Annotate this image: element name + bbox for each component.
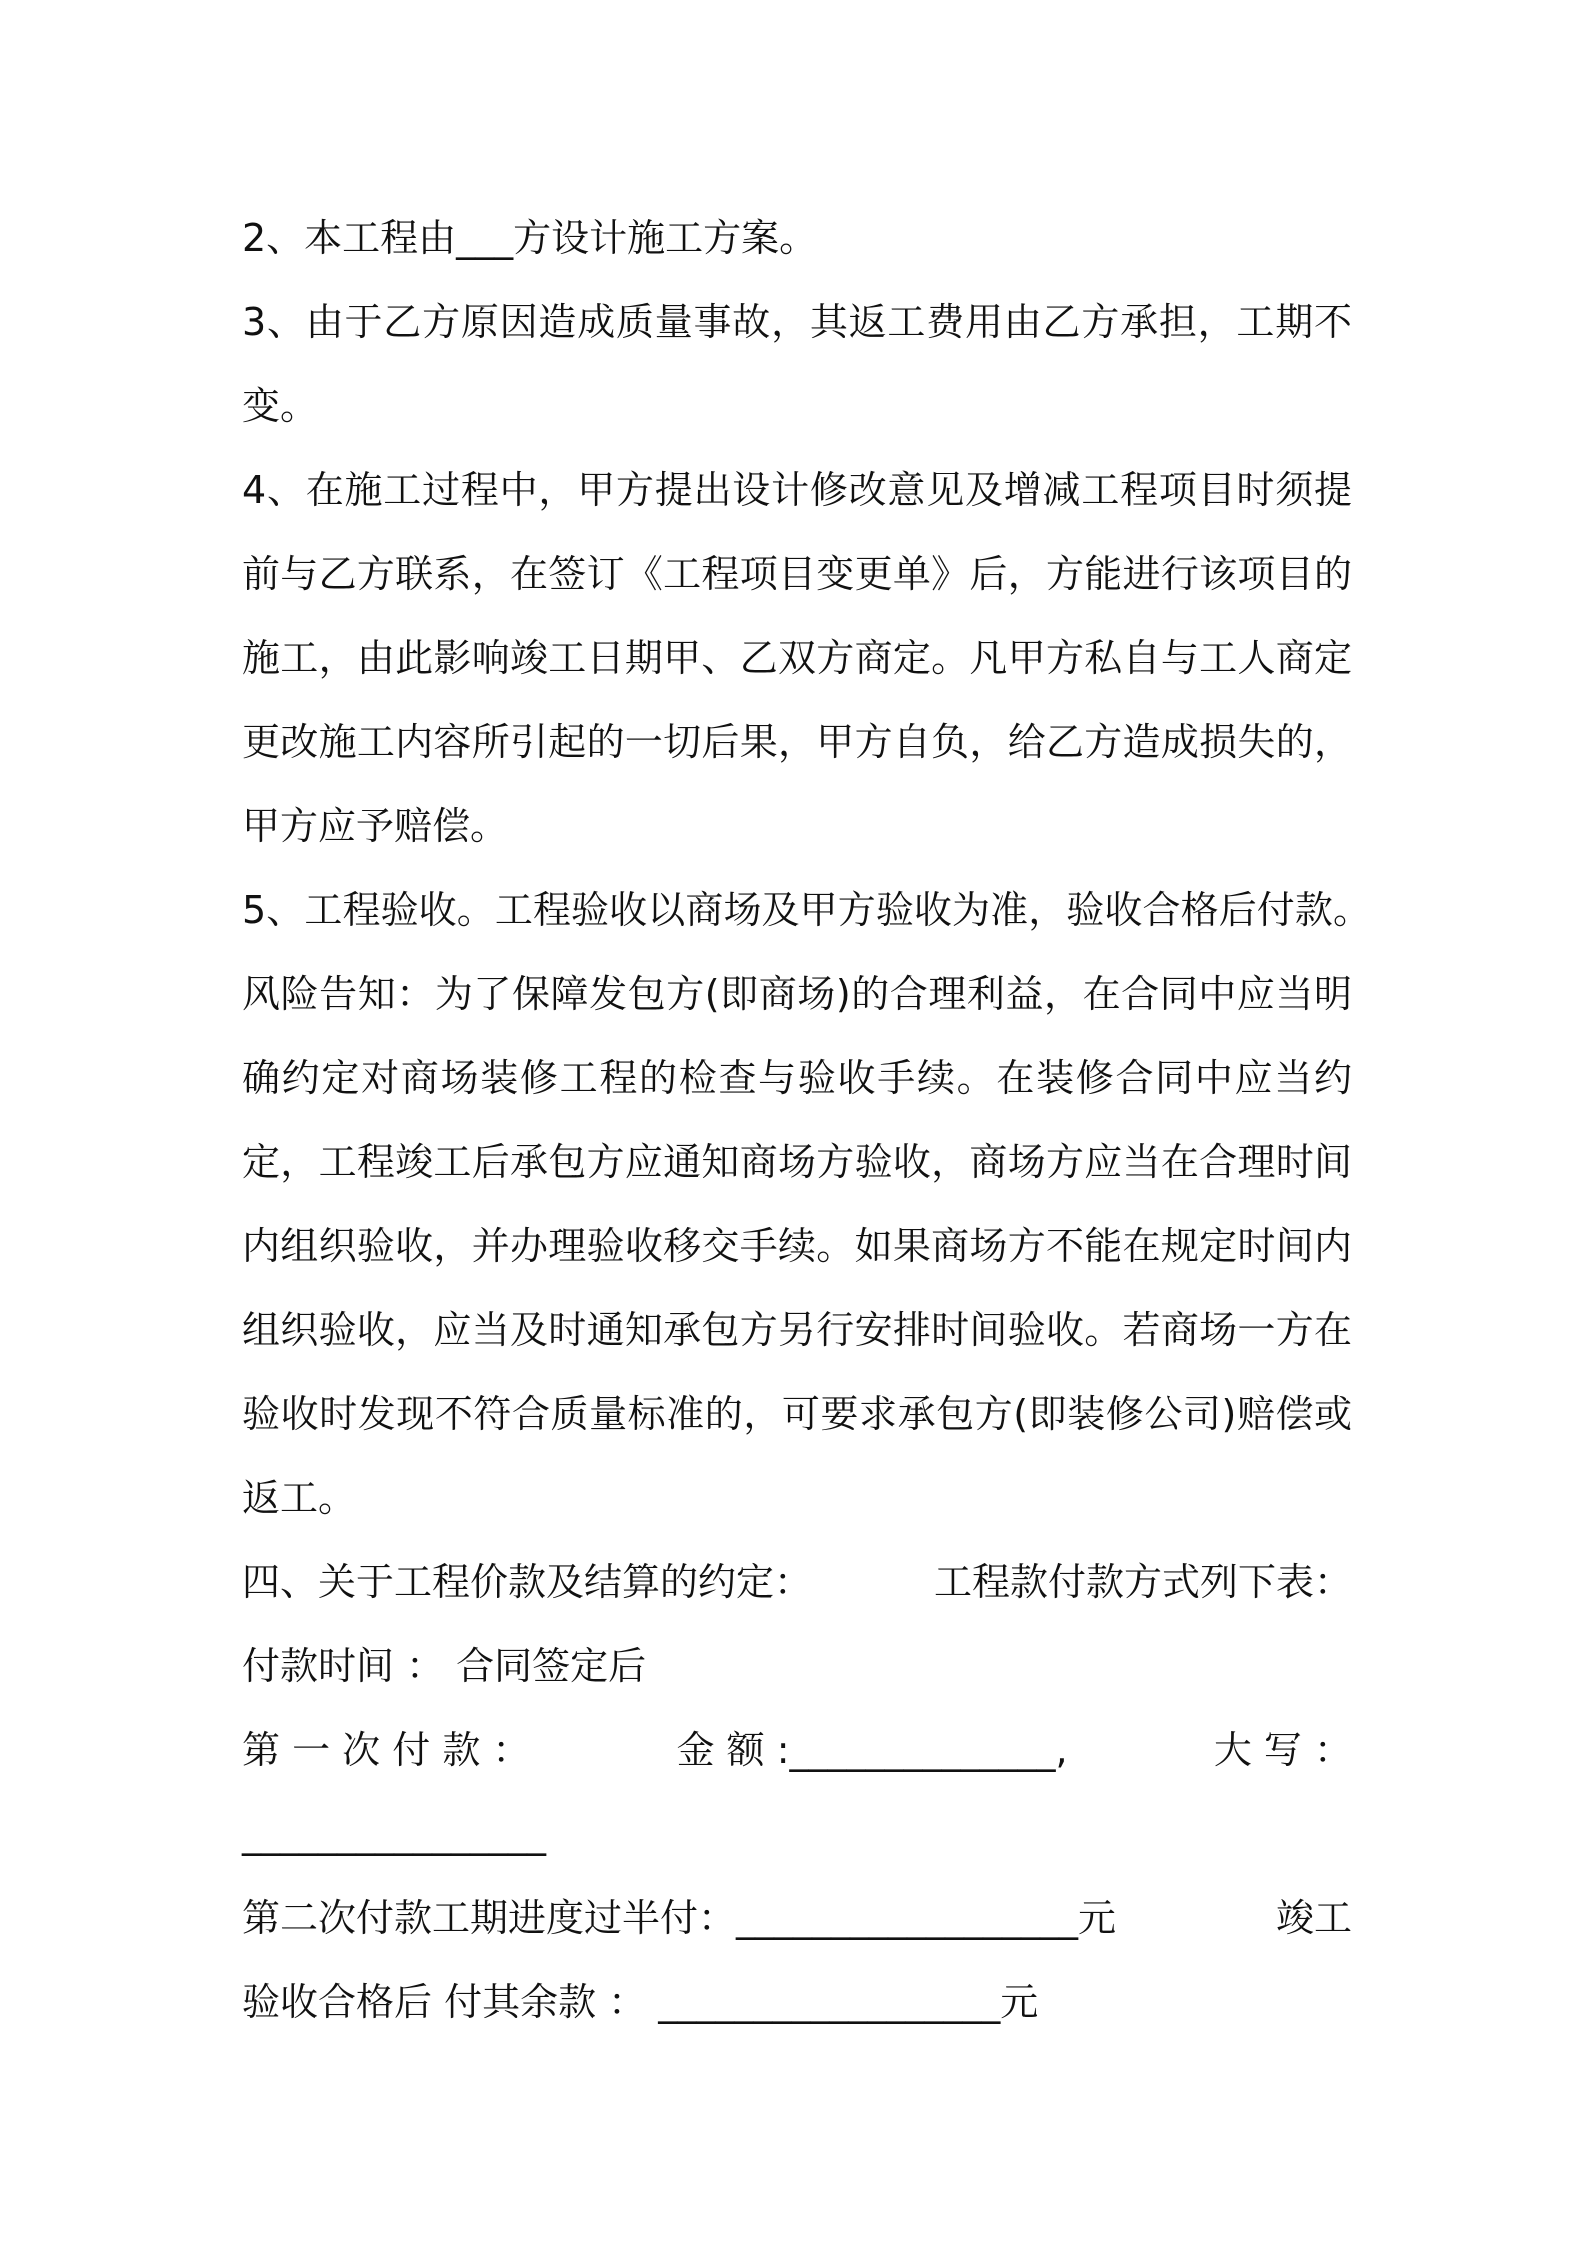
- section-4-table-intro: 工程款付款方式列下表：: [933, 1560, 1352, 1604]
- first-payment-amount: 金 额 :______________,: [676, 1728, 1068, 1772]
- first-payment-row: [242, 1708, 1352, 1792]
- completion-label: 竣工: [1275, 1896, 1352, 1940]
- clause-5: 5、工程验收。工程验收以商场及甲方验收为准，验收合格后付款。 风险告知：为了保障发包方(即商场)的合理利益，在合同中应当明确约定对商场装修工程的检查与验收手续。在装修合同中应当约定，工程竣工后承包方应通知商场方验收，商场方应当在合理时间内组织验收，并办理验收移交手续。如果商场方不能在规定时间内组织验收，应当及时通知承包方另行安排时间验收。若商场一方在验收时发现不符合质量标准的，可要求承包方(即装修公司)赔偿或返工。: [242, 888, 1467, 1520]
- clause-2: 2、本工程由___方设计施工方案。: [242, 216, 818, 260]
- final-payment: 验收合格后 付其余款 ： __________________元: [242, 1980, 1039, 2024]
- second-payment: 第二次付款工期进度过半付：__________________元: [242, 1896, 1117, 1940]
- second-payment-row: [242, 1876, 1352, 1960]
- first-payment-blank: ________________: [242, 1812, 546, 1856]
- first-payment-caps: 大 写 ：: [1213, 1728, 1352, 1772]
- clause-3: 3、由于乙方原因造成质量事故，其返工费用由乙方承担，工期不变。: [242, 300, 1352, 428]
- payment-time: 付款时间 ： 合同签定后: [242, 1644, 647, 1688]
- document-body: [242, 196, 1467, 2044]
- clause-4: 4、在施工过程中，甲方提出设计修改意见及增减工程项目时须提前与乙方联系，在签订《工程项目变更单》后，方能进行该项目的施工，由此影响竣工日期甲、乙双方商定。凡甲方私自与工人商定更改施工内容所引起的一切后果，甲方自负，给乙方造成损失的，甲方应予赔偿。: [242, 468, 1352, 848]
- section-4-title: 四、关于工程价款及结算的约定：: [242, 1560, 813, 1604]
- first-payment-label: 第 一 次 付 款 ：: [242, 1728, 531, 1772]
- section-4-heading-row: [242, 1540, 1352, 1624]
